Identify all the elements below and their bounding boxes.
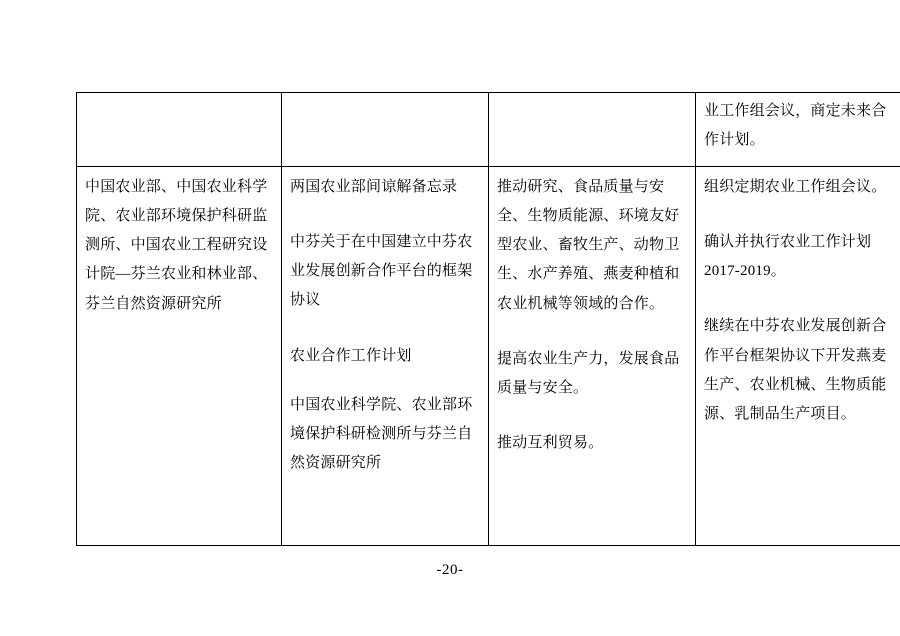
cell-paragraph: 推动互利贸易。 <box>497 435 604 452</box>
cell-empty-text <box>85 97 273 147</box>
cell-paragraph: 两国农业部间谅解备忘录 <box>290 178 458 195</box>
cell-parties-finland <box>77 166 282 545</box>
table-row <box>77 166 900 545</box>
cell-documents-continued <box>282 93 489 167</box>
cell-paragraph: 业工作组会议，商定未来合作计划。 <box>704 103 887 149</box>
cell-paragraph: 继续在中芬农业发展创新合作平台框架协议下开发燕麦生产、农业机械、生物质能源、乳制品生产项目。 <box>704 318 887 422</box>
cell-content-finland <box>489 166 696 545</box>
cell-paragraph: 确认并执行农业工作计划2017-2019。 <box>704 233 872 279</box>
cell-paragraph: 组织定期农业工作组会议。 <box>704 178 887 195</box>
cell-paragraph: 农业合作工作计划 <box>290 347 412 364</box>
cell-paragraph: 中国农业科学院、农业部环境保护科研检测所与芬兰自然资源研究所 <box>290 396 473 472</box>
cell-followup-continued <box>696 93 900 167</box>
cell-paragraph: 提高农业生产力，发展食品质量与安全。 <box>497 350 680 396</box>
cell-paragraph: 推动研究、食品质量与安全、生物质能源、环境友好型农业、畜牧生产、动物卫生、水产养殖、燕麦种植和农业机械等领域的合作。 <box>497 178 680 312</box>
cell-parties-continued <box>77 93 282 167</box>
cell-documents-finland <box>282 166 489 545</box>
agreements-table <box>76 92 900 546</box>
cell-content-continued <box>489 93 696 167</box>
cell-empty-text <box>290 97 480 147</box>
page-number: -20- <box>436 562 464 578</box>
cell-paragraph: 中芬关于在中国建立中芬农业发展创新合作平台的框架协议 <box>290 233 473 309</box>
cell-paragraph: 中国农业部、中国农业科学院、农业部环境保护科研监测所、中国农业工程研究设计院—芬兰农业和林业部、芬兰自然资源研究所 <box>85 178 268 312</box>
cell-empty-text <box>497 97 687 147</box>
table-row <box>77 93 900 167</box>
cell-followup-finland <box>696 166 900 545</box>
